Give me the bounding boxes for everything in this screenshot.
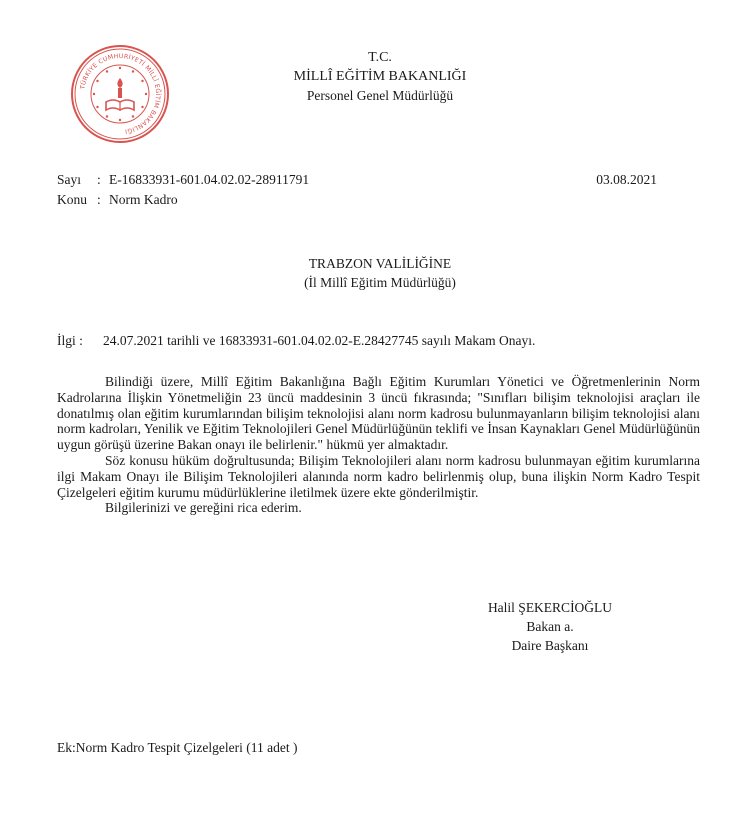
body-paragraph-2: Söz konusu hüküm doğrultusunda; Bilişim Teknolojileri alanı norm kadrosu bulunmayan eğitim kurumlarına ilgi Makam Onayı ile Bilişim Teknolojileri alanında norm kadro belirlenmiş olup, buna ilişkin Norm Kadro Tespit Çizelgeleri eğitim kurumu müdürlüklerine iletilmek üzere ekte gönderilmiştir.	[57, 452, 700, 500]
ministry-seal-logo	[70, 44, 170, 144]
letterhead	[250, 48, 510, 105]
addressee	[250, 254, 510, 292]
signer-name: Halil ŞEKERCİOĞLU	[487, 600, 613, 615]
signer-authority: Bakan a.	[526, 619, 574, 634]
konu-row	[57, 192, 677, 212]
letter-body	[57, 374, 700, 516]
reference-line	[57, 333, 707, 349]
sayi-row	[57, 172, 677, 192]
body-paragraph-3: Bilgilerinizi ve gereğini rica ederim.	[105, 500, 302, 516]
konu-value: Norm Kadro	[109, 192, 178, 207]
reference-text: 24.07.2021 tarihli ve 16833931-601.04.02.02-E.28427745 sayılı Makam Onayı.	[103, 333, 536, 348]
attachment-note: Ek:Norm Kadro Tespit Çizelgeleri (11 adet )	[57, 740, 298, 755]
signature-block	[470, 598, 630, 655]
letterhead-ministry: MİLLÎ EĞİTİM BAKANLIĞI	[293, 69, 467, 84]
sayi-label: Sayı	[57, 172, 82, 187]
konu-label: Konu	[57, 192, 87, 207]
sayi-colon: :	[97, 172, 101, 187]
letter-meta	[57, 172, 677, 212]
addressee-line2: (İl Millî Eğitim Müdürlüğü)	[304, 275, 456, 290]
konu-colon: :	[97, 192, 101, 207]
signer-title: Daire Başkanı	[511, 638, 589, 653]
letterhead-department: Personel Genel Müdürlüğü	[306, 88, 454, 103]
letter-date: 03.08.2021	[596, 172, 657, 187]
letterhead-country: T.C.	[368, 50, 392, 65]
svg-text:TÜRKİYE CUMHURİYETİ MİLLÎ EĞİT: TÜRKİYE CUMHURİYETİ MİLLÎ EĞİTİM BAKANLIĞI	[79, 52, 162, 135]
body-paragraph-1: Bilindiği üzere, Millî Eğitim Bakanlığına Bağlı Eğitim Kurumları Yönetici ve Öğretmenlerinin Norm Kadrolarına İlişkin Yönetmeliğin 23 üncü maddesinin 3 üncü fıkrasında; "Sınıfları bilişim teknolojisi araçları ile donatılmış olan eğitim kurumlarından bilişim teknolojisi alanı norm kadrosu bulunmayanların bilişim teknolojisi alanı norm kadroları, Yenilik ve Eğitim Teknolojileri Genel Müdürlüğünün teklifi ve İnsan Kaynakları Genel Müdürlüğünün uygun görüşü üzerine Bakan onayı ile belirlenir." hükmü yer almaktadır.	[57, 374, 700, 453]
addressee-line1: TRABZON VALİLİĞİNE	[308, 256, 452, 271]
sayi-value: E-16833931-601.04.02.02-28911791	[109, 172, 310, 187]
reference-label: İlgi :	[57, 333, 83, 348]
